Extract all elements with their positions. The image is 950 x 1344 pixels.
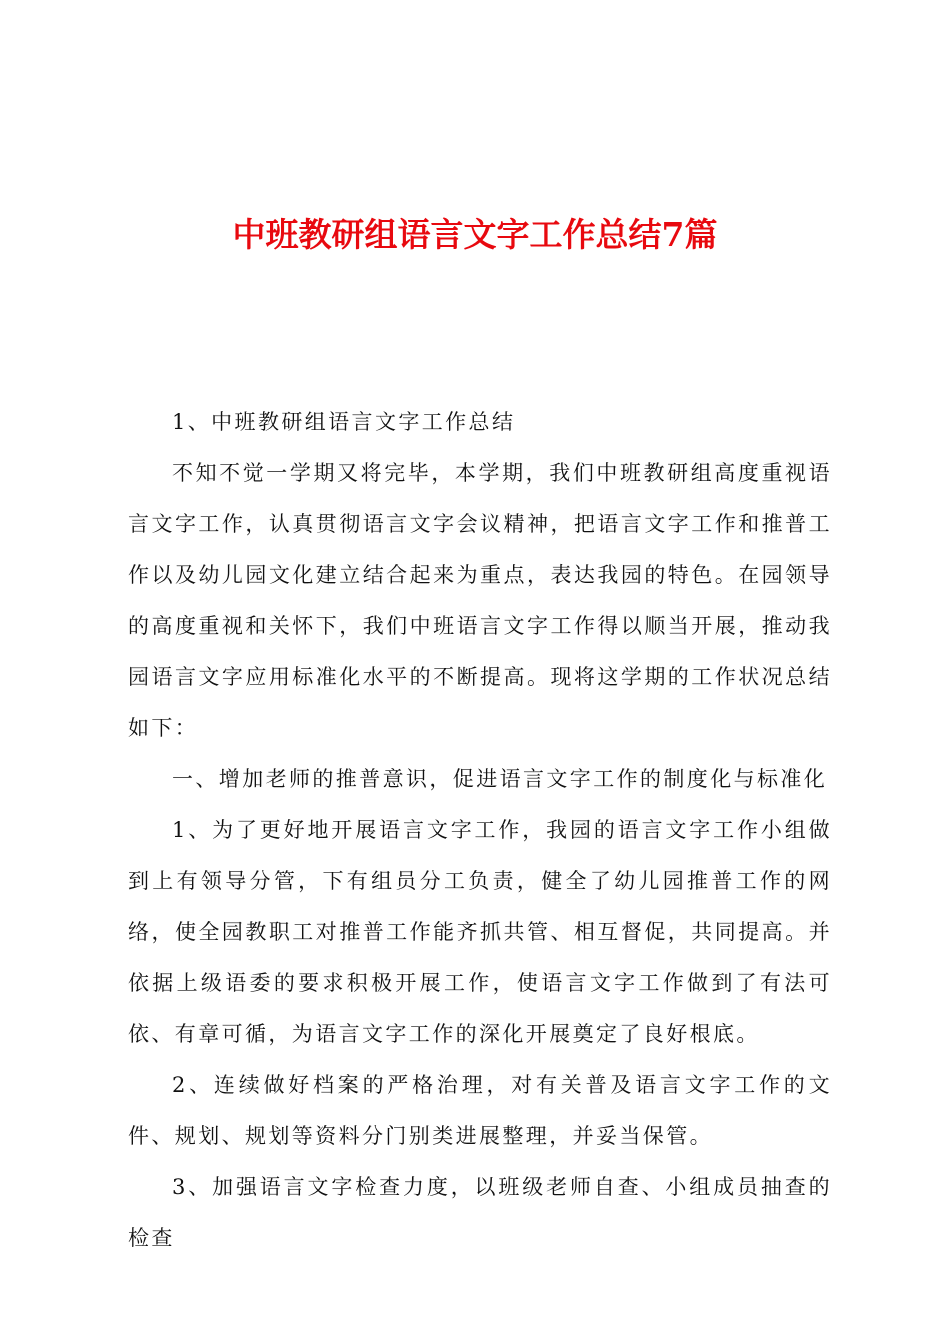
section-heading: 1、中班教研组语言文字工作总结 xyxy=(172,410,516,434)
body-paragraph: 不知不觉一学期又将完毕，本学期，我们中班教研组高度重视语言文字工作，认真贯彻语言文字会议精神，把语言文字工作和推普工作以及幼儿园文化建立结合起来为重点，表达我园的特色。在园领导的高度重视和关怀下，我们中班语言文字工作得以顺当开展，推动我园语言文字应用标准化水平的不断提高。现将这学期的工作状况总结如下： xyxy=(128,461,832,740)
body-paragraph: 3、加强语言文字检查力度，以班级老师自查、小组成员抽查的检查 xyxy=(128,1175,832,1250)
body-paragraph: 1、为了更好地开展语言文字工作，我园的语言文字工作小组做到上有领导分管，下有组员分工负责，健全了幼儿园推普工作的网络，使全园教职工对推普工作能齐抓共管、相互督促，共同提高。并依据上级语委的要求积极开展工作，使语言文字工作做到了有法可依、有章可循，为语言文字工作的深化开展奠定了良好根底。 xyxy=(128,818,832,1046)
body-paragraph: 2、连续做好档案的严格治理，对有关普及语言文字工作的文件、规划、规划等资料分门别类进展整理，并妥当保管。 xyxy=(128,1073,832,1148)
document-body xyxy=(128,397,832,1264)
document-title: 中班教研组语言文字工作总结7篇 xyxy=(232,215,718,254)
section-heading: 一、增加老师的推普意识，促进语言文字工作的制度化与标准化 xyxy=(172,767,828,791)
